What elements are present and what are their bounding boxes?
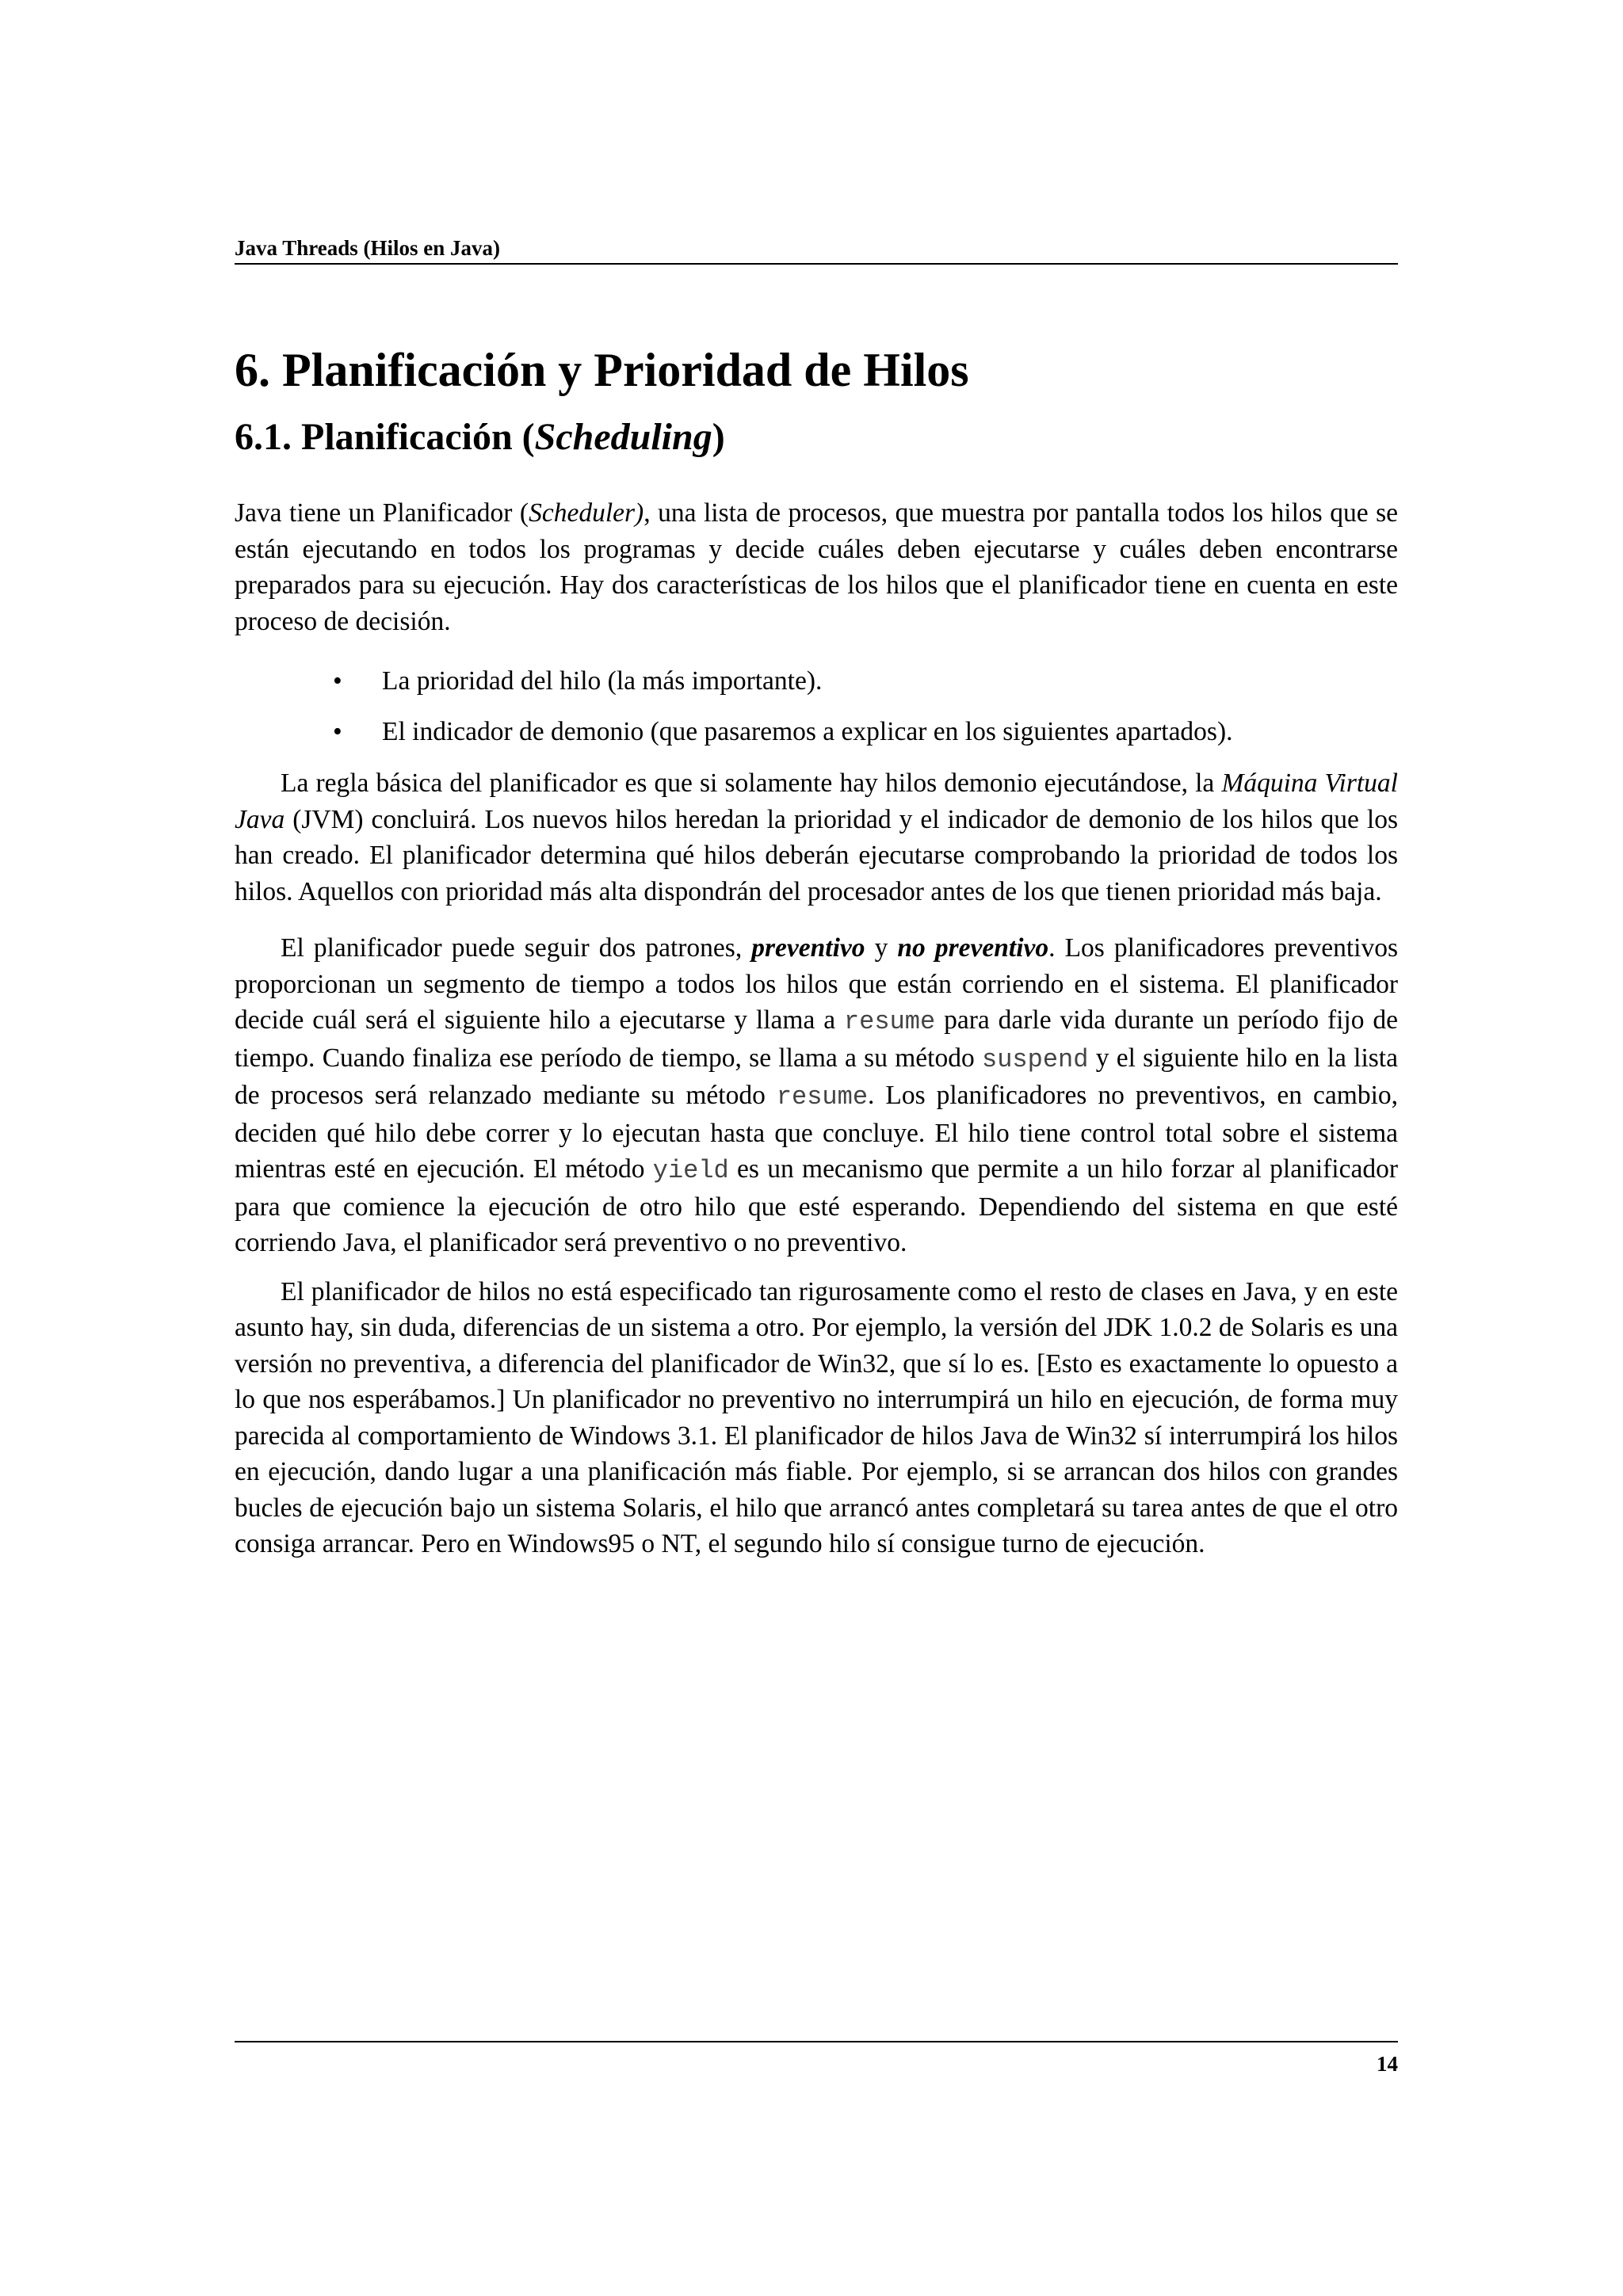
paragraph-text: y: [865, 933, 898, 963]
body-text: [235, 495, 1398, 1562]
code-term: suspend: [982, 1044, 1089, 1074]
document-page: [235, 0, 1398, 2296]
paragraph-text: para darle vida durante un período fijo de tiempo. Cuando finaliza ese período de tiempo, se llama a su método: [235, 1005, 1398, 1073]
list-item-text: El indicador de demonio (que pasaremos a explicar en los siguientes apartados).: [382, 717, 1233, 746]
bullet-icon: •: [333, 717, 342, 746]
bullet-icon: •: [333, 666, 342, 696]
section-title-prefix: 6.1. Planificación (: [235, 416, 535, 458]
paragraph-bold-term: preventivo: [751, 933, 865, 963]
code-term: resume: [843, 1007, 936, 1036]
paragraph-italic-term: Scheduler): [529, 498, 644, 528]
paragraph-patterns: [235, 930, 1398, 1261]
list-item: [235, 663, 1398, 699]
section-title-suffix: ): [712, 416, 725, 458]
paragraph-text: . Los planificadores no preventivos, en cambio, deciden qué hilo debe correr y lo ejecutan hasta que concluye. El hilo tiene control total sobre el sistema mientras esté en ejecución. El método: [235, 1081, 1398, 1184]
paragraph-platform-differences: El planificador de hilos no está especificado tan rigurosamente como el resto de clases en Java, y en este asunto hay, sin duda, diferencias de un sistema a otro. Por ejemplo, la versión del JDK 1.0.2 de Solaris es una versión no preventiva, a diferencia del planificador de Win32, que sí lo es. [Esto es exactamente lo opuesto a lo que nos esperábamos.] Un planificador no preventivo no interrumpirá un hilo en ejecución, de forma muy parecida al comportamiento de Windows 3.1. El planificador de hilos Java de Win32 sí interrumpirá los hilos en ejecución, dando lugar a una planificación más fiable. Por ejemplo, si se arrancan dos hilos con grandes bucles de ejecución bajo un sistema Solaris, el hilo que arrancó antes completará su tarea antes de que el otro consiga arrancar. Pero en Windows95 o NT, el segundo hilo sí consigue turno de ejecución.: [235, 1276, 1398, 1558]
paragraph-italic-term: Máquina Virtual Java: [235, 769, 1398, 834]
paragraph-text: (JVM) concluirá. Los nuevos hilos heredan la prioridad y el indicador de demonio de los hilos que los han creado. El planificador determina qué hilos deberán ejecutarse comprobando la prioridad de todos los hilos. Aquellos con prioridad más alta dispondrán del procesador antes de los que tienen prioridad más baja.: [235, 804, 1398, 906]
code-term: yield: [652, 1156, 729, 1185]
list-item-text: La prioridad del hilo (la más importante).: [382, 666, 823, 696]
list-item: [235, 714, 1398, 749]
paragraph-text: . Los planificadores preventivos proporcionan un segmento de tiempo a todos los hilos que están corriendo en el sistema. El planificador decide cuál será el siguiente hilo a ejecutarse y llama a: [235, 933, 1399, 1035]
section-title-italic: Scheduling: [534, 416, 712, 458]
paragraph-text: Java tiene un Planificador (: [235, 498, 529, 528]
paragraph-text: , una lista de procesos, que muestra por pantalla todos los hilos que se están ejecutando en todos los programas y decide cuáles deben ejecutarse y cuáles deben encontrarse preparados para su ejecución. Hay dos características de los hilos que el planificador tiene en cuenta en este proceso de decisión.: [235, 498, 1398, 636]
paragraph-text: El planificador puede seguir dos patrones,: [281, 933, 752, 963]
paragraph-text: y el siguiente hilo en la lista de procesos será relanzado mediante su método: [235, 1043, 1398, 1110]
page-number: 14: [1377, 2052, 1398, 2076]
paragraph-text: es un mecanismo que permite a un hilo forzar al planificador para que comience la ejecución de otro hilo que esté esperando. Dependiendo del sistema en que esté corriendo Java, el planificador será preventivo o no preventivo.: [235, 1154, 1398, 1257]
code-term: resume: [776, 1082, 869, 1112]
bullet-list: [235, 663, 1398, 749]
chapter-title: 6. Planificación y Prioridad de Hilos: [235, 344, 969, 396]
paragraph-text: La regla básica del planificador es que si solamente hay hilos demonio ejecutándose, la: [281, 769, 1222, 798]
paragraph-scheduler-intro: [235, 495, 1398, 639]
paragraph-basic-rule: [235, 765, 1398, 910]
paragraph-bold-term: no preventivo: [897, 933, 1049, 963]
running-header: Java Threads (Hilos en Java): [235, 235, 1398, 265]
section-title: [235, 414, 725, 461]
footer-rule: [235, 2041, 1398, 2042]
